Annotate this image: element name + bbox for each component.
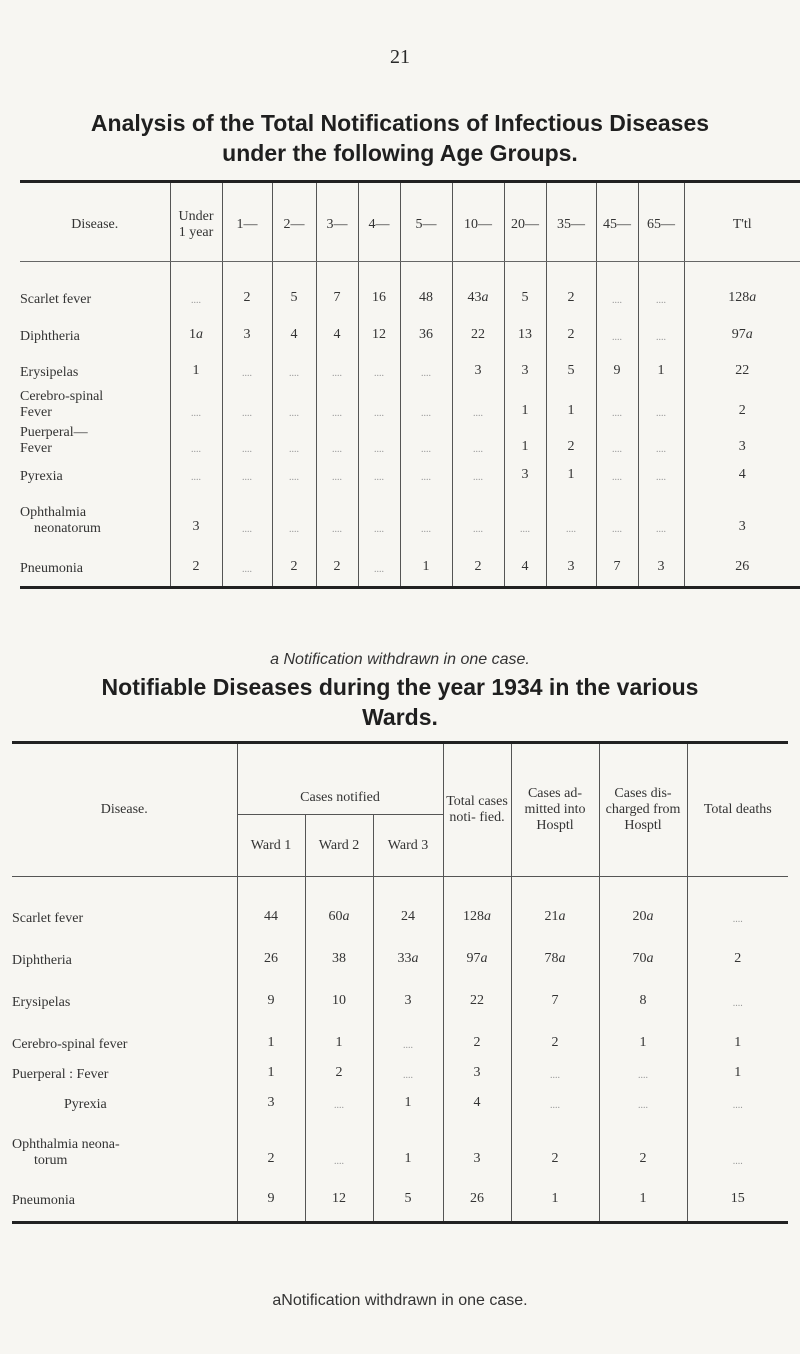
spacer-cell	[12, 877, 237, 891]
value-cell: ....	[373, 1015, 443, 1057]
spacer-cell	[373, 1213, 443, 1223]
value-cell: ....	[452, 385, 504, 425]
value-cell: 3	[504, 461, 546, 489]
spacer-cell	[20, 581, 170, 587]
spacer-cell	[237, 1213, 305, 1223]
value-cell: ....	[400, 461, 452, 489]
spacer-cell	[305, 1213, 373, 1223]
disease-name: Erysipelas	[20, 365, 79, 380]
value-cell: ....	[222, 461, 272, 489]
value-cell: 26	[443, 1173, 511, 1213]
value-cell: 97a	[684, 312, 800, 349]
spacer-cell	[504, 262, 546, 275]
value-cell: 44	[237, 891, 305, 931]
value-cell: ....	[511, 1057, 599, 1087]
wards-header-discharged: Cases dis- charged from Hosptl	[599, 743, 687, 877]
age-group-column-header: 1—	[222, 182, 272, 262]
value-cell: 24	[373, 891, 443, 931]
value-cell: 2	[684, 385, 800, 425]
value-cell: 7	[316, 274, 358, 312]
value-cell: 3	[443, 1057, 511, 1087]
wards-header-cases-notified: Cases notified	[237, 743, 443, 815]
value-cell: 2	[546, 274, 596, 312]
value-cell: 2	[170, 541, 222, 581]
value-cell: ....	[222, 489, 272, 541]
value-cell: 1	[687, 1015, 788, 1057]
table-row	[12, 931, 788, 973]
value-cell: ....	[358, 489, 400, 541]
disease-name: Scarlet fever	[20, 292, 92, 307]
spacer-cell	[546, 262, 596, 275]
disease-name: Ophthalmia	[20, 505, 87, 520]
value-cell: 8	[599, 973, 687, 1015]
table-row	[12, 973, 788, 1015]
value-cell: ....	[596, 274, 638, 312]
value-cell: 2	[443, 1015, 511, 1057]
value-cell: 1	[504, 425, 546, 461]
age-group-column-header: 5—	[400, 182, 452, 262]
disease-name-cell	[20, 274, 170, 312]
disease-name: Cerebro-spinal	[20, 389, 104, 404]
value-cell: 2	[687, 931, 788, 973]
disease-name-cell	[12, 973, 237, 1015]
table2-title-line2: Wards.	[362, 704, 438, 730]
value-cell: ....	[400, 385, 452, 425]
age-group-column-header: 2—	[272, 182, 316, 262]
spacer-cell	[316, 262, 358, 275]
value-cell: ....	[272, 489, 316, 541]
disease-name: Pyrexia	[20, 469, 63, 484]
value-cell: ....	[170, 461, 222, 489]
value-cell: 3	[638, 541, 684, 581]
value-cell: 3	[546, 541, 596, 581]
spacer-row	[20, 581, 800, 587]
value-cell: ....	[504, 489, 546, 541]
value-cell: 3	[170, 489, 222, 541]
value-cell: ....	[222, 541, 272, 581]
value-cell: ....	[358, 541, 400, 581]
value-cell: 1	[504, 385, 546, 425]
value-cell: 15	[687, 1173, 788, 1213]
value-cell: ....	[272, 349, 316, 385]
value-cell: 2	[272, 541, 316, 581]
disease-name: torum	[34, 1152, 68, 1168]
value-cell: 22	[684, 349, 800, 385]
value-cell: 5	[272, 274, 316, 312]
spacer-cell	[237, 877, 305, 891]
value-cell: ....	[170, 274, 222, 312]
table-row	[20, 425, 800, 461]
value-cell: 1	[546, 461, 596, 489]
value-cell: 1	[237, 1015, 305, 1057]
table-row	[12, 1087, 788, 1117]
value-cell: ....	[272, 461, 316, 489]
value-cell: ....	[272, 425, 316, 461]
value-cell: 97a	[443, 931, 511, 973]
value-cell: 4	[684, 461, 800, 489]
value-cell: ....	[687, 973, 788, 1015]
spacer-cell	[12, 1213, 237, 1223]
value-cell: ....	[596, 461, 638, 489]
value-cell: 3	[684, 425, 800, 461]
spacer-cell	[638, 581, 684, 587]
value-cell: ....	[596, 489, 638, 541]
value-cell: 1	[373, 1117, 443, 1173]
table1-footnote: a Notification withdrawn in one case.	[270, 651, 530, 668]
spacer-cell	[687, 877, 788, 891]
value-cell: 2	[222, 274, 272, 312]
table-row	[12, 1057, 788, 1087]
value-cell: 3	[222, 312, 272, 349]
value-cell: ....	[400, 349, 452, 385]
disease-name-cell	[12, 1015, 237, 1057]
value-cell: ....	[452, 425, 504, 461]
value-cell: ....	[316, 349, 358, 385]
age-group-column-header: 3—	[316, 182, 358, 262]
table1-title-line1: Analysis of the Total Notifications of Infectious Diseases	[90, 110, 710, 136]
value-cell: ....	[638, 489, 684, 541]
age-group-column-header: 65—	[638, 182, 684, 262]
value-cell: 78a	[511, 931, 599, 973]
value-cell: ....	[596, 312, 638, 349]
value-cell: 16	[358, 274, 400, 312]
spacer-cell	[443, 877, 511, 891]
disease-name: Diphtheria	[12, 952, 72, 968]
spacer-cell	[638, 262, 684, 275]
value-cell: ....	[316, 461, 358, 489]
age-group-column-header: 20—	[504, 182, 546, 262]
disease-name-cell	[20, 541, 170, 581]
table-row	[20, 274, 800, 312]
spacer-cell	[222, 581, 272, 587]
value-cell: ....	[452, 489, 504, 541]
value-cell: 128a	[684, 274, 800, 312]
value-cell: 3	[443, 1117, 511, 1173]
age-group-column-header: 10—	[452, 182, 504, 262]
value-cell: 9	[596, 349, 638, 385]
value-cell: ....	[687, 1117, 788, 1173]
value-cell: 3	[373, 973, 443, 1015]
value-cell: ....	[638, 461, 684, 489]
value-cell: 2	[452, 541, 504, 581]
value-cell: 9	[237, 973, 305, 1015]
spacer-cell	[504, 581, 546, 587]
value-cell: ....	[687, 891, 788, 931]
value-cell: ....	[599, 1057, 687, 1087]
value-cell: 12	[305, 1173, 373, 1213]
wards-header-total-cases: Total cases noti- fied.	[443, 743, 511, 877]
disease-name: Pneumonia	[20, 561, 83, 576]
value-cell: 2	[305, 1057, 373, 1087]
disease-name-cell	[12, 1173, 237, 1213]
value-cell: 1	[237, 1057, 305, 1087]
value-cell: 10	[305, 973, 373, 1015]
table-row	[20, 461, 800, 489]
value-cell: 1	[511, 1173, 599, 1213]
value-cell: ....	[316, 425, 358, 461]
spacer-cell	[272, 262, 316, 275]
wards-table	[12, 741, 788, 1224]
disease-name-cell	[12, 931, 237, 973]
disease-name-cell	[12, 1117, 237, 1173]
value-cell: 4	[504, 541, 546, 581]
value-cell: 1	[170, 349, 222, 385]
spacer-cell	[20, 262, 170, 275]
spacer-cell	[599, 1213, 687, 1223]
value-cell: ....	[358, 349, 400, 385]
value-cell: ....	[316, 489, 358, 541]
spacer-cell	[316, 581, 358, 587]
value-cell: 60a	[305, 891, 373, 931]
value-cell: 2	[599, 1117, 687, 1173]
value-cell: 48	[400, 274, 452, 312]
age-group-column-header: 45—	[596, 182, 638, 262]
disease-name: Cerebro-spinal fever	[12, 1036, 128, 1052]
disease-name: Pneumonia	[12, 1192, 75, 1208]
value-cell: ....	[305, 1087, 373, 1117]
value-cell: 21a	[511, 891, 599, 931]
wards-header-deaths: Total deaths	[687, 743, 788, 877]
value-cell: 1a	[170, 312, 222, 349]
spacer-cell	[400, 262, 452, 275]
table1-title-line2: under the following Age Groups.	[222, 140, 578, 166]
disease-name: Puerperal : Fever	[12, 1066, 109, 1082]
spacer-cell	[358, 262, 400, 275]
spacer-cell	[358, 581, 400, 587]
value-cell: 4	[443, 1087, 511, 1117]
value-cell: ....	[222, 349, 272, 385]
value-cell: ....	[638, 312, 684, 349]
value-cell: 1	[373, 1087, 443, 1117]
disease-name-cell	[20, 312, 170, 349]
value-cell: ....	[305, 1117, 373, 1173]
value-cell: 70a	[599, 931, 687, 973]
value-cell: ....	[599, 1087, 687, 1117]
wards-header-admitted: Cases ad- mitted into Hosptl	[511, 743, 599, 877]
table-row	[20, 349, 800, 385]
disease-name: Ophthalmia neona-	[12, 1136, 120, 1152]
page-number: 21	[390, 46, 410, 68]
wards-header-disease: Disease.	[12, 743, 237, 877]
table-row	[12, 1117, 788, 1173]
value-cell: 22	[443, 973, 511, 1015]
value-cell: 1	[638, 349, 684, 385]
value-cell: 20a	[599, 891, 687, 931]
spacer-cell	[305, 877, 373, 891]
value-cell: ....	[638, 274, 684, 312]
table-row	[12, 1015, 788, 1057]
age-group-column-header: Disease.	[20, 182, 170, 262]
value-cell: ....	[272, 385, 316, 425]
value-cell: 4	[272, 312, 316, 349]
spacer-cell	[546, 581, 596, 587]
value-cell: 5	[546, 349, 596, 385]
disease-name: Fever	[20, 441, 52, 456]
value-cell: 2	[546, 312, 596, 349]
spacer-row	[12, 1213, 788, 1223]
value-cell: 7	[511, 973, 599, 1015]
value-cell: 3	[684, 489, 800, 541]
spacer-cell	[272, 581, 316, 587]
table-row	[12, 891, 788, 931]
disease-name-cell	[20, 489, 170, 541]
value-cell: ....	[400, 425, 452, 461]
value-cell: ....	[358, 385, 400, 425]
value-cell: 2	[511, 1117, 599, 1173]
disease-name-cell	[20, 385, 170, 425]
spacer-cell	[684, 581, 800, 587]
spacer-cell	[443, 1213, 511, 1223]
value-cell: 36	[400, 312, 452, 349]
disease-name: Puerperal—	[20, 425, 88, 440]
value-cell: ....	[546, 489, 596, 541]
value-cell: 7	[596, 541, 638, 581]
spacer-cell	[452, 262, 504, 275]
age-group-column-header: 35—	[546, 182, 596, 262]
value-cell: 2	[237, 1117, 305, 1173]
disease-name-cell	[20, 461, 170, 489]
age-group-table	[20, 180, 800, 589]
spacer-cell	[684, 262, 800, 275]
value-cell: ....	[373, 1057, 443, 1087]
age-group-column-header: Under 1 year	[170, 182, 222, 262]
value-cell: 1	[599, 1173, 687, 1213]
value-cell: ....	[687, 1087, 788, 1117]
value-cell: 9	[237, 1173, 305, 1213]
spacer-cell	[452, 581, 504, 587]
value-cell: 1	[305, 1015, 373, 1057]
table-row	[20, 312, 800, 349]
disease-name: neonatorum	[34, 521, 101, 536]
value-cell: 1	[599, 1015, 687, 1057]
value-cell: 2	[511, 1015, 599, 1057]
value-cell: 3	[504, 349, 546, 385]
value-cell: 3	[452, 349, 504, 385]
table-row	[12, 1173, 788, 1213]
disease-name-cell	[12, 1087, 237, 1117]
wards-header-ward-1: Ward 1	[237, 815, 305, 877]
value-cell: 1	[400, 541, 452, 581]
wards-header-ward-3: Ward 3	[373, 815, 443, 877]
value-cell: 43a	[452, 274, 504, 312]
value-cell: ....	[358, 461, 400, 489]
value-cell: ....	[358, 425, 400, 461]
value-cell: 5	[373, 1173, 443, 1213]
value-cell: 4	[316, 312, 358, 349]
disease-name-cell	[20, 349, 170, 385]
table-row	[20, 489, 800, 541]
table-row	[20, 541, 800, 581]
spacer-cell	[400, 581, 452, 587]
value-cell: ....	[638, 425, 684, 461]
disease-name: Diphtheria	[20, 329, 80, 344]
value-cell: 38	[305, 931, 373, 973]
value-cell: ....	[511, 1087, 599, 1117]
value-cell: ....	[400, 489, 452, 541]
wards-header-ward-2: Ward 2	[305, 815, 373, 877]
age-group-column-header: 4—	[358, 182, 400, 262]
value-cell: ....	[596, 425, 638, 461]
value-cell: 26	[684, 541, 800, 581]
value-cell: ....	[222, 385, 272, 425]
table1-title	[0, 108, 800, 168]
value-cell: ....	[170, 425, 222, 461]
value-cell: 22	[452, 312, 504, 349]
value-cell: 33a	[373, 931, 443, 973]
value-cell: ....	[638, 385, 684, 425]
spacer-cell	[596, 581, 638, 587]
age-group-column-header: T'tl	[684, 182, 800, 262]
disease-name: Pyrexia	[64, 1096, 107, 1112]
value-cell: 3	[237, 1087, 305, 1117]
value-cell: 1	[546, 385, 596, 425]
value-cell: 13	[504, 312, 546, 349]
disease-name-cell	[12, 1057, 237, 1087]
spacer-cell	[170, 262, 222, 275]
value-cell: 26	[237, 931, 305, 973]
value-cell: ....	[452, 461, 504, 489]
value-cell: ....	[222, 425, 272, 461]
table2-title-line1: Notifiable Diseases during the year 1934 in the various	[101, 674, 699, 700]
disease-name: Scarlet fever	[12, 910, 84, 926]
value-cell: 12	[358, 312, 400, 349]
spacer-cell	[596, 262, 638, 275]
table-row	[20, 385, 800, 425]
value-cell: ....	[316, 385, 358, 425]
value-cell: 128a	[443, 891, 511, 931]
table2-footnote: aNotification withdrawn in one case.	[272, 1292, 528, 1309]
spacer-cell	[511, 1213, 599, 1223]
spacer-row	[12, 877, 788, 891]
disease-name-cell	[12, 891, 237, 931]
spacer-cell	[687, 1213, 788, 1223]
age-group-header-row	[20, 182, 800, 262]
spacer-row	[20, 262, 800, 275]
value-cell: ....	[170, 385, 222, 425]
table2-title	[0, 672, 800, 732]
disease-name-cell	[20, 425, 170, 461]
value-cell: 2	[316, 541, 358, 581]
spacer-cell	[222, 262, 272, 275]
spacer-cell	[170, 581, 222, 587]
disease-name: Fever	[20, 405, 52, 420]
value-cell: ....	[596, 385, 638, 425]
value-cell: 1	[687, 1057, 788, 1087]
spacer-cell	[373, 877, 443, 891]
spacer-cell	[599, 877, 687, 891]
spacer-cell	[511, 877, 599, 891]
value-cell: 5	[504, 274, 546, 312]
value-cell: 2	[546, 425, 596, 461]
disease-name: Erysipelas	[12, 994, 71, 1010]
